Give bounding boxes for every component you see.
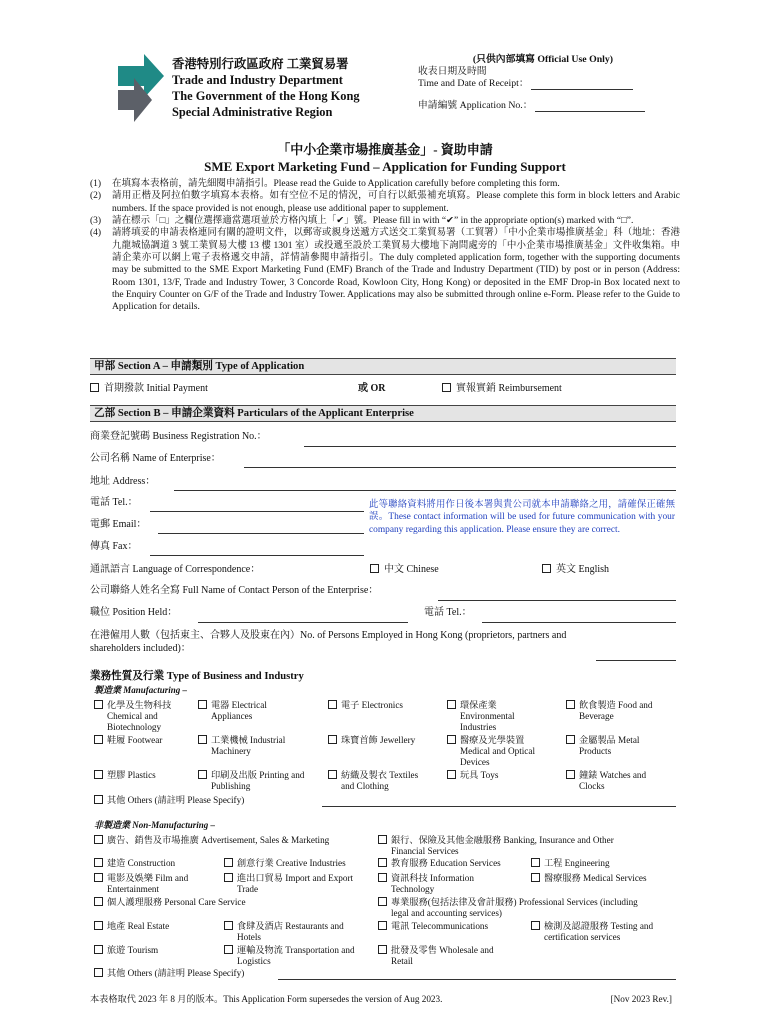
form-title-en: SME Export Marketing Fund – Application for Funding Support [204,158,566,174]
industry-option[interactable]: 化學及生物科技 Chemical and Biotechnology [94,700,171,733]
industry-option[interactable]: 資訊科技 Information Technology [378,873,474,895]
industry-option[interactable]: 銀行、保險及其他金融服務 Banking, Insurance and Other Financial Services [378,835,614,857]
english-checkbox[interactable] [542,564,551,573]
industry-checkbox[interactable] [94,858,103,867]
industry-option[interactable]: 鐘錶 Watches and Clocks [566,770,646,792]
tel-label: 電話 Tel.： [90,497,138,508]
industry-option[interactable]: 個人護理服務 Personal Care Service [94,897,246,908]
contact-tel-label: 電話 Tel.： [424,607,472,618]
industry-option[interactable]: 電影及娛樂 Film and Entertainment [94,873,188,895]
industry-checkbox[interactable] [447,770,456,779]
industry-option[interactable]: 工程 Engineering [531,858,610,869]
receipt-field [531,80,633,90]
industry-option[interactable]: 紡織及製衣 Textiles and Clothing [328,770,418,792]
note-item: (1) 在填寫本表格前，請先細閱申請指引。Please read the Guide to Application carefully before completing this form. [90,179,560,189]
industry-checkbox[interactable] [447,735,456,744]
industry-checkbox[interactable] [531,921,540,930]
industry-checkbox[interactable] [94,897,103,906]
persons-employed-field[interactable] [596,660,676,661]
brn-label: 商業登記號碼 Business Registration No.： [90,431,267,442]
industry-checkbox[interactable] [224,921,233,930]
fax-label: 傳真 Fax： [90,541,138,552]
industry-option[interactable]: 食肆及酒店 Restaurants and Hotels [224,921,344,943]
industry-checkbox[interactable] [224,858,233,867]
form-title [0,142,770,176]
persons-employed-label: 在港僱用人數（包括東主、合夥人及股東在內）No. of Persons Employed in Hong Kong (proprietors, partners and shareholders included)： [90,630,567,654]
manufacturing-others-field[interactable] [322,806,676,807]
industry-option[interactable]: 工業機械 Industrial Machinery [198,735,285,757]
reimbursement-label: 實報實銷 Reimbursement [456,383,562,394]
industry-checkbox[interactable] [447,700,456,709]
industry-option[interactable]: 飲食製造 Food and Beverage [566,700,653,722]
section-b-header: 乙部 Section B – 申請企業資料 Particulars of the Applicant Enterprise [90,405,676,422]
tel-field[interactable] [150,511,364,512]
chinese-checkbox[interactable] [370,564,379,573]
enterprise-name-label: 公司名稱 Name of Enterprise： [90,453,221,464]
non-manufacturing-heading: 非製造業 Non-Manufacturing – [94,820,216,830]
form-title-zh: 「中小企業市場推廣基金」- 資助申請 [277,142,493,157]
industry-checkbox[interactable] [531,873,540,882]
initial-payment-checkbox[interactable] [90,383,99,392]
enterprise-name-field[interactable] [244,467,676,468]
industry-checkbox[interactable] [378,858,387,867]
non-manufacturing-others-option[interactable]: 其他 Others (請註明 Please Specify) [94,968,244,979]
industry-option[interactable]: 電子 Electronics [328,700,403,711]
department-name: 香港特別行政區政府 工業貿易署 Trade and Industry Department The Government of the Hong Kong Special Administrative Region [172,57,360,120]
industry-option[interactable]: 旅遊 Tourism [94,945,158,956]
industry-checkbox[interactable] [94,921,103,930]
language-label: 通訊語言 Language of Correspondence： [90,564,261,575]
industry-checkbox[interactable] [378,835,387,844]
industry-checkbox[interactable] [566,735,575,744]
industry-option[interactable]: 金屬製品 Metal Products [566,735,639,757]
contact-tel-field[interactable] [482,622,676,623]
position-field[interactable] [198,622,408,623]
email-field[interactable] [158,533,364,534]
others-checkbox[interactable] [94,795,103,804]
industry-checkbox[interactable] [198,770,207,779]
industry-option[interactable]: 醫療服務 Medical Services [531,873,647,884]
reimbursement-checkbox[interactable] [442,383,451,392]
industry-option[interactable]: 運輸及物流 Transportation and Logistics [224,945,355,967]
industry-option[interactable]: 進出口貿易 Import and Export Trade [224,873,353,895]
industry-option[interactable]: 廣告、銷售及市場推廣 Advertisement, Sales & Marketing [94,835,329,846]
industry-checkbox[interactable] [94,873,103,882]
industry-checkbox[interactable] [328,735,337,744]
receipt-label-en: Time and Date of Receipt： [418,77,529,89]
application-type-row [90,383,676,395]
industry-checkbox[interactable] [224,945,233,954]
footer-revision: [Nov 2023 Rev.] [610,994,672,1004]
industry-option[interactable]: 鞋履 Footwear [94,735,162,746]
address-field[interactable] [174,490,676,491]
official-use-title: (只供內部填寫 Official Use Only) [472,54,614,65]
industry-option[interactable]: 玩具 Toys [447,770,498,781]
chinese-label: 中文 Chinese [384,564,439,575]
industry-option[interactable]: 地產 Real Estate [94,921,169,932]
industry-option[interactable]: 環保產業 Environmental Industries [447,700,515,733]
industry-checkbox[interactable] [328,700,337,709]
language-row [90,564,676,576]
receipt-label-zh: 收表日期及時間 [418,65,487,77]
english-label: 英文 English [556,564,610,575]
industry-option[interactable]: 塑膠 Plastics [94,770,156,781]
industry-checkbox[interactable] [94,735,103,744]
or-label: 或 OR [358,383,386,394]
industry-option[interactable]: 印刷及出版 Printing and Publishing [198,770,304,792]
non-manufacturing-others-field[interactable] [278,979,676,980]
industry-option[interactable]: 電器 Electrical Appliances [198,700,267,722]
industry-checkbox[interactable] [378,897,387,906]
industry-checkbox[interactable] [566,700,575,709]
industry-checkbox[interactable] [328,770,337,779]
industry-checkbox[interactable] [378,873,387,882]
industry-checkbox[interactable] [224,873,233,882]
industry-checkbox[interactable] [94,945,103,954]
industry-checkbox[interactable] [378,921,387,930]
industry-checkbox[interactable] [198,735,207,744]
business-type-heading: 業務性質及行業 Type of Business and Industry [90,671,304,682]
section-a-header: 甲部 Section A – 申請類別 Type of Application [90,358,676,375]
industry-checkbox[interactable] [378,945,387,954]
manufacturing-heading: 製造業 Manufacturing – [94,685,188,695]
industry-option[interactable]: 創意行業 Creative Industries [224,858,346,869]
industry-checkbox[interactable] [94,700,103,709]
contact-note: 此等聯絡資料將用作日後本署與貴公司就本申請聯絡之用，請確保正確無誤。These contact information will be used for future communication with your company regarding this application. Please ensure they are correct. [369,500,675,535]
industry-checkbox[interactable] [198,700,207,709]
note-item: (3) 請在標示「□」之欄位選擇適當選項並於方格內填上「✔」號。Please fill in with “✔” in the appropriate option(s) marked with “□”. [90,216,634,227]
footer [90,994,672,1005]
industry-option[interactable]: 專業服務(包括法律及會計服務) Professional Services (including legal and accounting services) [378,897,638,919]
note-item: (2) 請用正楷及阿拉伯數字填寫本表格。如有空位不足的情況，可自行以紙張補充填寫。Please complete this form in block letters and Arabic numbers. If the space provided is not enough, please use additional paper to supplement. [90,191,680,214]
industry-checkbox[interactable] [531,858,540,867]
email-label: 電郵 Email： [90,519,147,530]
industry-option[interactable]: 珠寶首飾 Jewellery [328,735,415,746]
industry-option[interactable]: 批發及零售 Wholesale and Retail [378,945,494,967]
contact-person-field[interactable] [438,600,676,601]
application-no-label: 申請編號 Application No.： [418,99,533,111]
industry-option[interactable]: 建造 Construction [94,858,175,869]
contact-person-label: 公司聯絡人姓名全寫 Full Name of Contact Person of the Enterprise： [90,585,379,596]
industry-checkbox[interactable] [94,835,103,844]
tid-logo [118,52,164,124]
position-label: 職位 Position Held： [90,607,178,618]
industry-checkbox[interactable] [566,770,575,779]
brn-field[interactable] [304,446,676,447]
footer-version-note: 本表格取代 2023 年 8 月的版本。This Application Form supersedes the version of Aug 2023. [90,994,443,1004]
fax-field[interactable] [150,555,364,556]
application-no-field [535,102,645,112]
others-checkbox[interactable] [94,968,103,977]
official-use-box [418,54,668,112]
manufacturing-others-option[interactable]: 其他 Others (請註明 Please Specify) [94,795,244,806]
industry-option[interactable]: 教育服務 Education Services [378,858,501,869]
industry-option[interactable]: 檢測及認證服務 Testing and certification services [531,921,653,943]
industry-option[interactable]: 電訊 Telecommunications [378,921,488,932]
industry-option[interactable]: 醫療及光學裝置 Medical and Optical Devices [447,735,535,768]
note-item: (4) 請將填妥的申請表格連同有關的證明文件，以郵寄或親身送遞方式送交工業貿易署（工貿署）「中小企業市場推廣基金」科（地址：香港九龍城協調道 3 號工業貿易大樓 13 樓 1301 室）或投遞至設於工業貿易大樓地下詢問處旁的「中小企業市場推廣基金」文件收集箱。申請企業亦可以網上電子表格遞交申請，詳情請參閱申請指引。The duly completed application form, together with the supporting documents may be submitted to the SME Export Marketing Fund (EMF) Branch of the Trade and Industry Department (TID) by post or in person (Address: Room 1301, 13/F, Trade and Industry Tower, 3 Concorde Road, Kowloon City, Hong Kong) or deposited in the EMF Drop-in Box located next to the Enquiry Counter on G/F of the Trade and Industry Tower. Applications may also be submitted through online e-Form. Please refer to the Guide to Application for details. [90,228,681,313]
initial-payment-label: 首期撥款 Initial Payment [104,383,208,394]
instructions [90,178,680,314]
industry-checkbox[interactable] [94,770,103,779]
address-label: 地址 Address： [90,476,156,487]
